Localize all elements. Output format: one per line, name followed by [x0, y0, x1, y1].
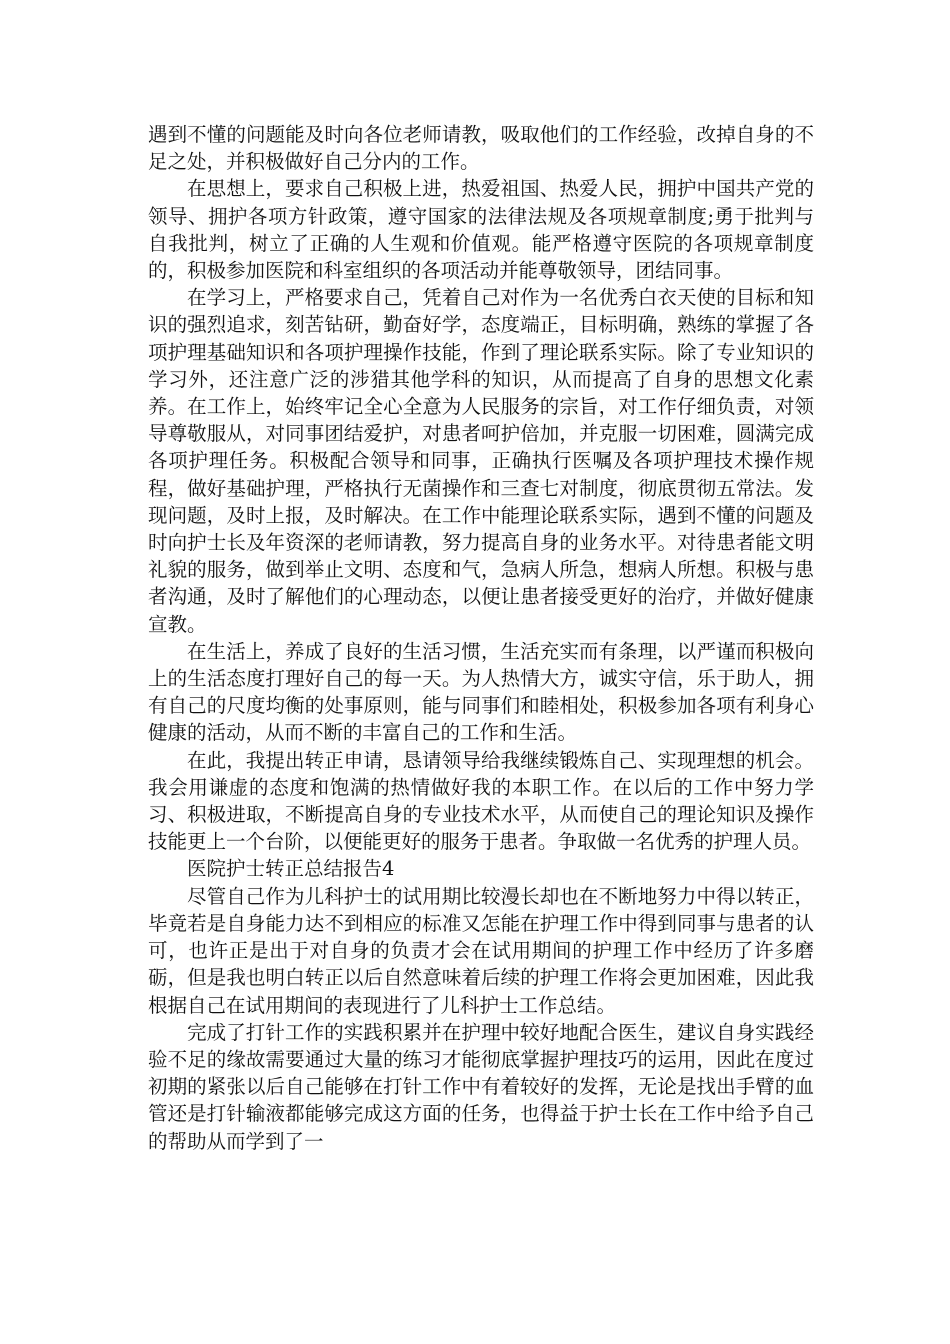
paragraph-life: 在生活上，养成了良好的生活习惯，生活充实而有条理，以严谨而积极向上的生活态度打理好自己的每一天。为人热情大方，诚实守信，乐于助人，拥有自己的尺度均衡的处事原则，能与同事们和睦相处，积极参加各项有利身心健康的活动，从而不断的丰富自己的工作和生活。 [148, 639, 814, 745]
paragraph-study-work: 在学习上，严格要求自己，凭着自己对作为一名优秀白衣天使的目标和知识的强烈追求，刻苦钻研，勤奋好学，态度端正，目标明确，熟练的掌握了各项护理基础知识和各项护理操作技能，作到了理论联系实际。除了专业知识的学习外，还注意广泛的涉猎其他学科的知识，从而提高了自身的思想文化素养。在工作上，始终牢记全心全意为人民服务的宗旨，对工作仔细负责，对领导尊敬服从，对同事团结爱护，对患者呵护倍加，并克服一切困难，圆满完成各项护理任务。积极配合领导和同事，正确执行医嘱及各项护理技术操作规程，做好基础护理，严格执行无菌操作和三查七对制度，彻底贯彻五常法。发现问题，及时上报，及时解决。在工作中能理论联系实际，遇到不懂的问题及时向护士长及年资深的老师请教，努力提高自身的业务水平。对待患者能文明礼貌的服务，做到举止文明、态度和气，急病人所急，想病人所想。积极与患者沟通，及时了解他们的心理动态，以便让患者接受更好的治疗，并做好健康宣教。 [148, 286, 814, 636]
document-body [148, 121, 814, 1155]
paragraph-application: 在此，我提出转正申请，恳请领导给我继续锻炼自己、实现理想的机会。我会用谦虚的态度和饱满的热情做好我的本职工作。在以后的工作中努力学习、积极进取，不断提高自身的专业技术水平，从而使自己的理论知识及操作技能更上一个台阶，以便能更好的服务于患者。争取做一名优秀的护理人员。 [148, 748, 814, 854]
paragraph-continuation: 遇到不懂的问题能及时向各位老师请教，吸取他们的工作经验，改掉自身的不足之处，并积极做好自己分内的工作。 [148, 123, 814, 174]
section-heading: 医院护士转正总结报告4 [187, 857, 395, 881]
paragraph-injection-practice: 完成了打针工作的实践积累并在护理中较好地配合医生，建议自身实践经验不足的缘故需要通过大量的练习才能彻底掌握护理技巧的运用，因此在度过初期的紧张以后自己能够在打针工作中有着较好的发挥，无论是找出手臂的血管还是打针输液都能够完成这方面的任务，也得益于护士长在工作中给予自己的帮助从而学到了一 [148, 1020, 814, 1153]
paragraph-pediatric-intro: 尽管自己作为儿科护士的试用期比较漫长却也在不断地努力中得以转正，毕竟若是自身能力达不到相应的标准又怎能在护理工作中得到同事与患者的认可，也许正是出于对自身的负责才会在试用期间的护理工作中经历了许多磨砺，但是我也明白转正以后自然意味着后续的护理工作将会更加困难，因此我根据自己在试用期间的表现进行了儿科护士工作总结。 [148, 884, 814, 1017]
paragraph-ideology: 在思想上，要求自己积极上进，热爱祖国、热爱人民，拥护中国共产党的领导、拥护各项方针政策，遵守国家的法律法规及各项规章制度;勇于批判与自我批判，树立了正确的人生观和价值观。能严格遵守医院的各项规章制度的，积极参加医院和科室组织的各项活动并能尊敬领导，团结同事。 [148, 177, 814, 283]
